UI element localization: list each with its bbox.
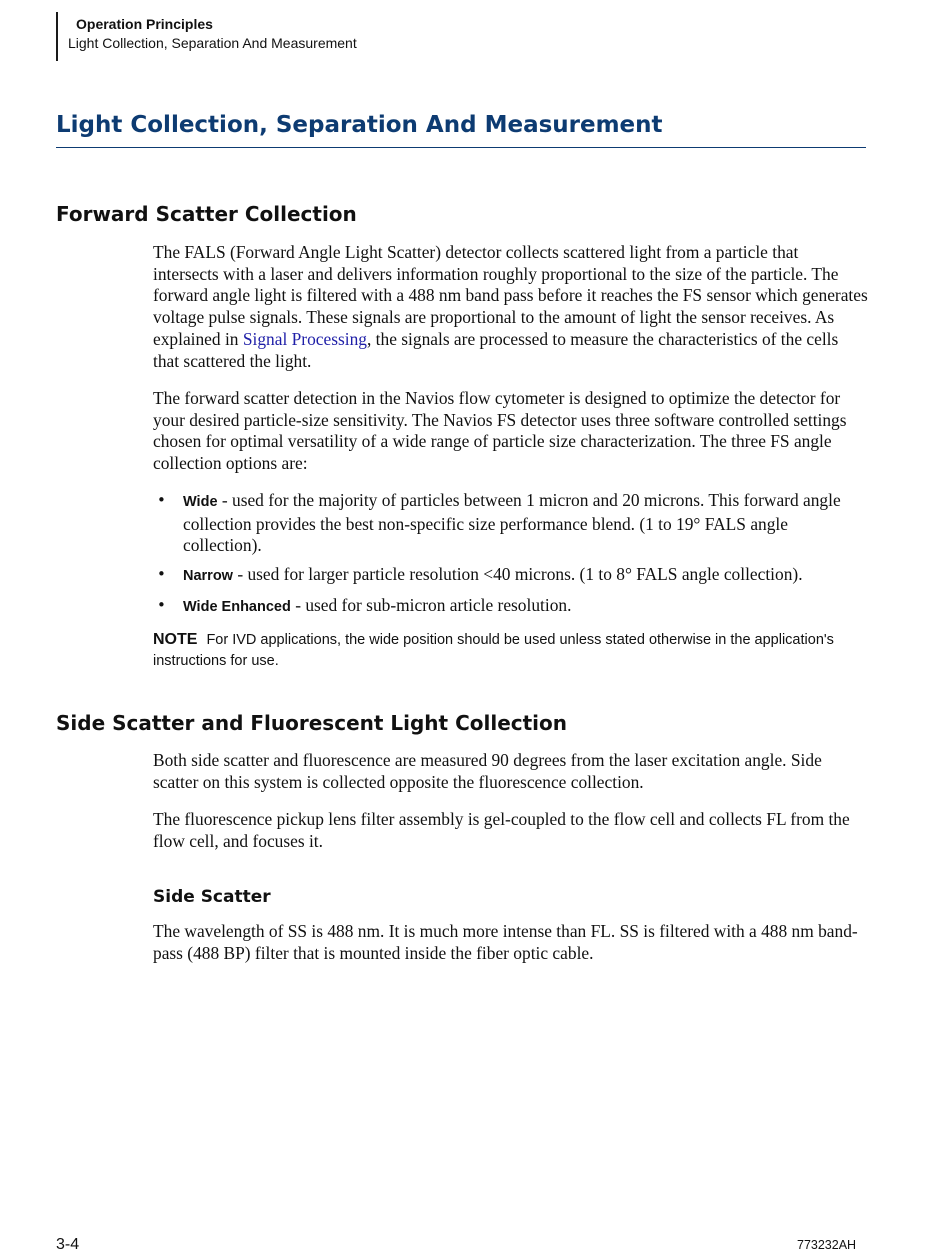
forward-scatter-heading: Forward Scatter Collection [56,202,357,226]
option-term: Wide [183,494,218,510]
option-term: Narrow [183,568,233,585]
forward-scatter-paragraph-2: The forward scatter detection in the Navios flow cytometer is designed to optimize the detector for your desired particle-size sensitivity. The Navios FS detector uses three software controlled settings chosen for optimal versatility of a wide range of particle size characterization. The three FS angle collection options are: [153,388,847,474]
side-scatter-fluorescent-heading: Side Scatter and Fluorescent Light Collection [56,711,568,735]
page-title: Light Collection, Separation And Measurement [56,112,663,138]
side-scatter-subheading: Side Scatter [153,887,271,907]
note-label: NOTE [153,631,198,648]
document-number: 773232AH [797,1238,857,1252]
option-description: - used for the majority of particles between 1 micron and 20 microns. This forward angle collection provides the best non-specific size performance blend. (1 to 19° FALS angle collection). [183,490,841,556]
list-item [153,564,868,588]
option-description: - used for sub-micron article resolution. [290,594,572,615]
page-number: 3-4 [56,1236,80,1253]
note-text: For IVD applications, the wide position should be used unless stated otherwise in the application's instructions for use. [153,632,834,669]
forward-scatter-paragraph-1 [153,242,868,372]
running-header-section: Light Collection, Separation And Measurement [68,35,357,51]
fs-angle-options-list [153,490,868,626]
running-header-chapter: Operation Principles [76,16,213,32]
bullet-icon: • [157,595,166,614]
paragraph-text: , the signals are processed to measure the characteristics of the cells that scattered the light. [153,328,839,371]
side-scatter-paragraph-1: Both side scatter and fluorescence are measured 90 degrees from the laser excitation angle. Side scatter on this system is collected opposite the fluorescence collection. [153,750,822,792]
signal-processing-link[interactable]: Signal Processing [242,328,367,349]
side-scatter-paragraph-3: The wavelength of SS is 488 nm. It is much more intense than FL. SS is filtered with a 488 nm band-pass (488 BP) filter that is mounted inside the fiber optic cable. [153,921,858,963]
side-scatter-paragraph-2: The fluorescence pickup lens filter assembly is gel-coupled to the flow cell and collects FL from the flow cell, and focuses it. [153,809,850,851]
option-term: Wide Enhanced [183,598,291,615]
list-item [153,595,868,619]
title-divider [56,147,866,148]
note-block [153,629,868,672]
paragraph-text: The FALS (Forward Angle Light Scatter) detector collects scattered light from a particle that intersects with a laser and delivers information roughly proportional to the size of the particle. The forward angle light is filtered with a 488 nm band pass before it reaches the FS sensor which generates voltage pulse signals. These signals are proportional to the amount of light the sensor receives. As explained in [153,242,868,349]
header-rule [56,12,58,61]
bullet-icon: • [157,565,166,584]
option-description: - used for larger particle resolution <40 microns. (1 to 8° FALS angle collection). [232,564,803,585]
bullet-icon: • [157,491,166,509]
list-item [153,490,868,557]
